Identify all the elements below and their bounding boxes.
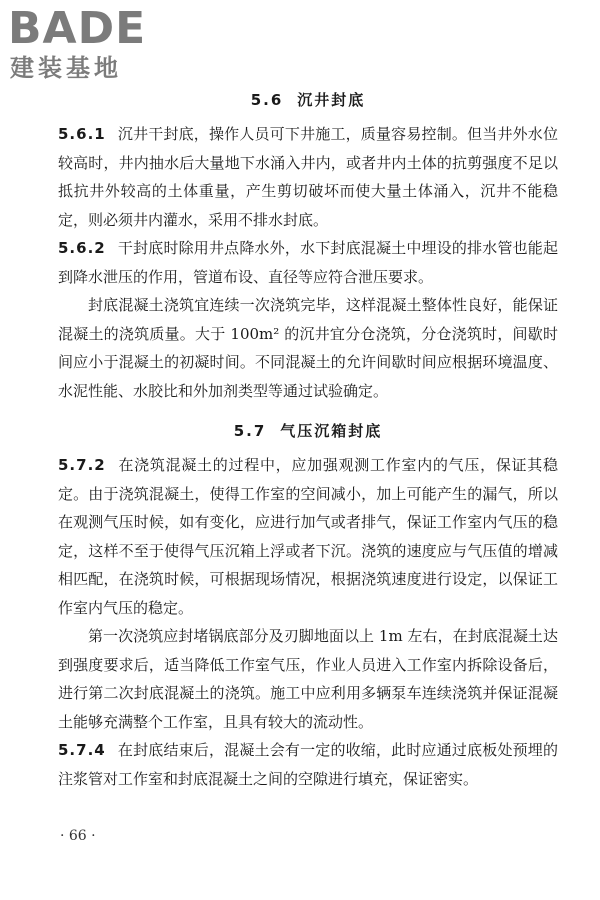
page-number: · 66 · — [60, 828, 96, 844]
clause-5-7-4 — [58, 736, 558, 793]
section-number: 5.6 — [250, 91, 284, 109]
section-title-5-6 — [58, 86, 558, 114]
section-title-text: 气压沉箱封底 — [280, 422, 383, 440]
logo-subtitle-text: 建装基地 — [10, 54, 122, 82]
clause-number: 5.7.4 — [58, 741, 106, 759]
logo-brand-text: BADE — [8, 3, 147, 54]
paragraph — [58, 291, 558, 405]
clause-text: 在封底结束后，混凝土会有一定的收缩，此时应通过底板处预埋的注浆管对工作室和封底混凝土之间的空隙进行填充，保证密实。 — [58, 741, 558, 788]
clause-number: 5.6.1 — [58, 125, 106, 143]
clause-5-6-2 — [58, 234, 558, 291]
paragraph — [58, 622, 558, 736]
section-number: 5.7 — [233, 422, 267, 440]
paragraph-text: 第一次浇筑应封堵锅底部分及刃脚地面以上 1m 左右，在封底混凝土达到强度要求后，适当降低工作室气压，作业人员进入工作室内拆除设备后，进行第二次封底混凝土的浇筑。施工中应利用多辆泵车连续浇筑并保证混凝土能够充满整个工作室，且具有较大的流动性。 — [58, 627, 558, 731]
clause-text: 干封底时除用井点降水外，水下封底混凝土中埋设的排水管也能起到降水泄压的作用，管道布设、直径等应符合泄压要求。 — [58, 239, 558, 286]
clause-5-6-1 — [58, 120, 558, 234]
clause-5-7-2 — [58, 451, 558, 622]
brand-logo — [8, 3, 176, 84]
section-title-5-7 — [58, 417, 558, 445]
clause-text: 在浇筑混凝土的过程中，应加强观测工作室内的气压，保证其稳定。由于浇筑混凝土，使得工作室的空间减小，加上可能产生的漏气，所以在观测气压时候，如有变化，应进行加气或者排气，保证工作室内气压的稳定，这样不至于使得气压沉箱上浮或者下沉。浇筑的速度应与气压值的增减相匹配，在浇筑时候，可根据现场情况，根据浇筑速度进行设定，以保证工作室内气压的稳定。 — [58, 456, 558, 617]
clause-number: 5.6.2 — [58, 239, 106, 257]
section-title-text: 沉井封底 — [297, 91, 366, 109]
paragraph-text: 封底混凝土浇筑宜连续一次浇筑完毕，这样混凝土整体性良好，能保证混凝土的浇筑质量。大于 100m² 的沉井宜分仓浇筑，分仓浇筑时，间歇时间应小于混凝土的初凝时间。不同混凝土的允许间歇时间应根据环境温度、水泥性能、水胶比和外加剂类型等通过试验确定。 — [58, 296, 558, 400]
document-body — [58, 86, 558, 793]
clause-number: 5.7.2 — [58, 456, 106, 474]
clause-text: 沉井干封底，操作人员可下井施工，质量容易控制。但当井外水位较高时，井内抽水后大量地下水涌入井内，或者井内土体的抗剪强度不足以抵抗井外较高的土体重量，产生剪切破坏而使大量土体涌入，沉井不能稳定，则必须井内灌水，采用不排水封底。 — [58, 125, 558, 229]
